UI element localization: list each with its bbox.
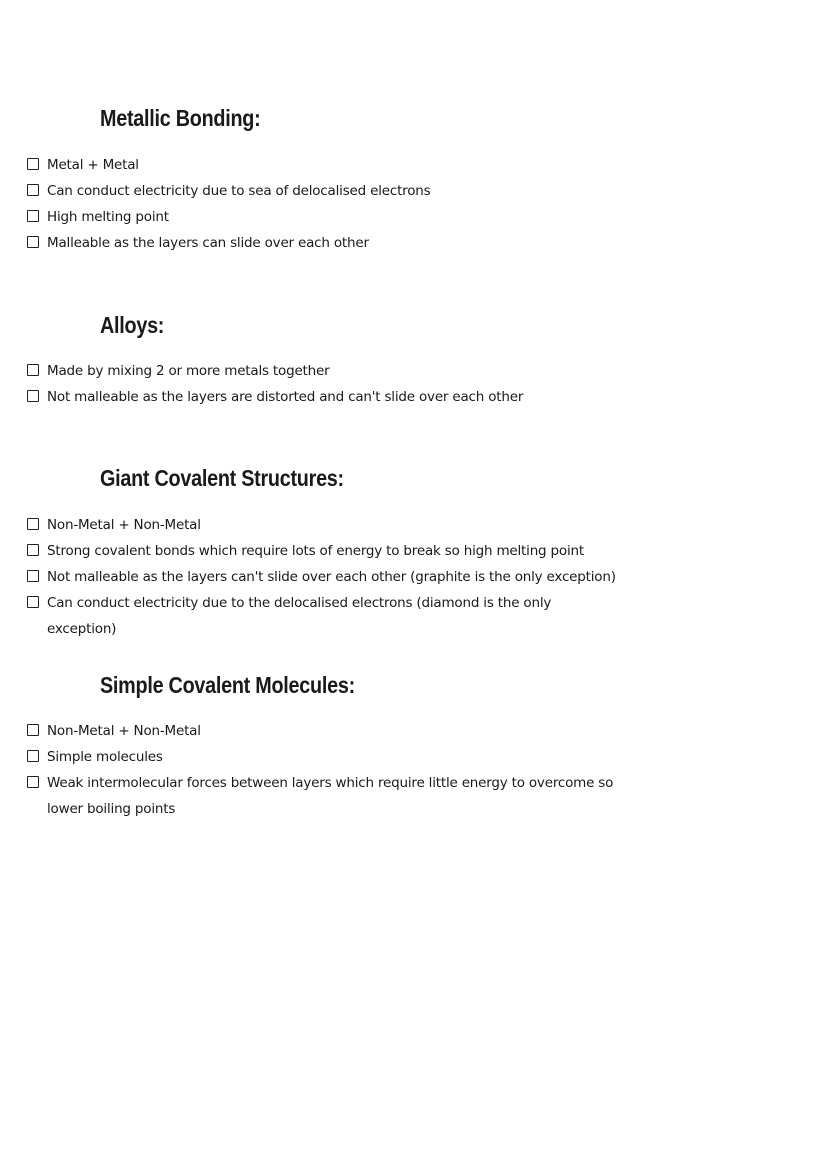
checkbox[interactable] (27, 570, 39, 582)
checkbox[interactable] (27, 158, 39, 170)
checklist-item-label: Non-Metal + Non-Metal (47, 517, 201, 533)
checklist-item (27, 718, 617, 744)
checklist-item (27, 384, 617, 410)
section-heading: Giant Covalent Structures: (100, 465, 344, 491)
checkbox[interactable] (27, 750, 39, 762)
checklist-item (27, 230, 617, 256)
checklist-item (27, 744, 617, 770)
section-giant-covalent-structures (100, 464, 800, 492)
checklist-item-label: Malleable as the layers can slide over each other (47, 235, 369, 251)
checklist-item-label: Non-Metal + Non-Metal (47, 723, 201, 739)
checklist (27, 358, 617, 410)
checkbox[interactable] (27, 390, 39, 402)
checklist-item (27, 512, 617, 538)
checkbox[interactable] (27, 724, 39, 736)
checkbox[interactable] (27, 364, 39, 376)
checklist-item-label: Not malleable as the layers are distorted and can't slide over each other (47, 389, 524, 405)
checklist (27, 718, 617, 822)
section-metallic-bonding (100, 104, 800, 132)
checkbox[interactable] (27, 596, 39, 608)
checkbox[interactable] (27, 184, 39, 196)
checklist-item-label: Not malleable as the layers can't slide over each other (graphite is the only exception) (47, 569, 616, 585)
checklist-item (27, 204, 617, 230)
checklist-item (27, 564, 617, 590)
checkbox[interactable] (27, 776, 39, 788)
checklist-item-label: Can conduct electricity due to the delocalised electrons (diamond is the only exception) (47, 595, 552, 637)
checklist-item (27, 538, 617, 564)
checklist-item-label: Strong covalent bonds which require lots of energy to break so high melting point (47, 543, 584, 559)
section-simple-covalent-molecules (100, 671, 800, 699)
checkbox[interactable] (27, 236, 39, 248)
checklist-item (27, 178, 617, 204)
checklist-item (27, 590, 617, 642)
checkbox[interactable] (27, 210, 39, 222)
checklist-item-label: Simple molecules (47, 749, 163, 765)
checklist-item-label: Weak intermolecular forces between layers which require little energy to overcome so lower boiling points (47, 775, 614, 817)
checklist-item (27, 358, 617, 384)
checklist-item (27, 152, 617, 178)
checklist-item-label: High melting point (47, 209, 169, 225)
checkbox[interactable] (27, 518, 39, 530)
checklist-item-label: Metal + Metal (47, 157, 139, 173)
section-heading: Alloys: (100, 312, 165, 338)
section-heading: Simple Covalent Molecules: (100, 672, 355, 698)
checklist (27, 152, 617, 256)
checkbox[interactable] (27, 544, 39, 556)
checklist-item-label: Made by mixing 2 or more metals together (47, 363, 330, 379)
checklist-item (27, 770, 617, 822)
checklist (27, 512, 617, 642)
section-heading: Metallic Bonding: (100, 105, 261, 131)
section-alloys (100, 311, 800, 339)
checklist-item-label: Can conduct electricity due to sea of delocalised electrons (47, 183, 431, 199)
